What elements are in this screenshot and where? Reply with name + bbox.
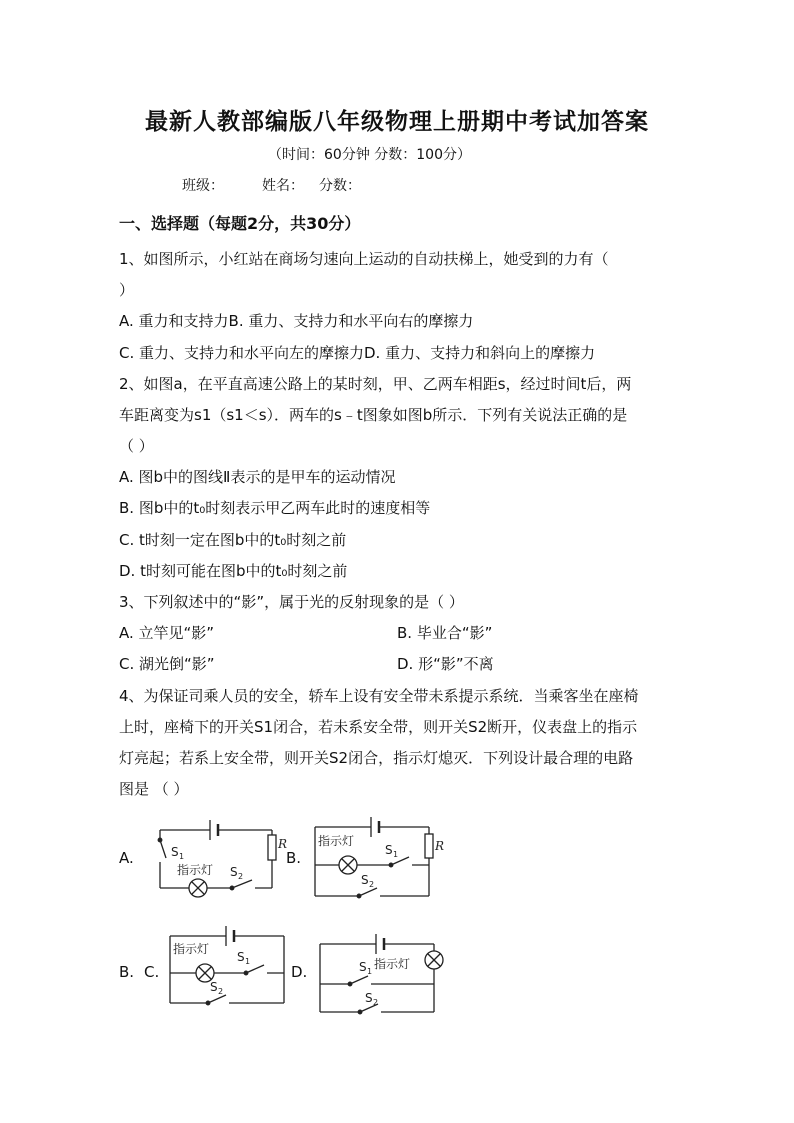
q4-label-d: D. bbox=[291, 963, 308, 981]
switch-s1-letter: S bbox=[359, 960, 367, 974]
switch-s1-letter: S bbox=[171, 845, 179, 859]
switch-s1 bbox=[246, 965, 264, 973]
score-label: 分数： bbox=[319, 178, 361, 194]
circuit-diagram-d bbox=[310, 924, 450, 1019]
q2-stem-line1: 2、如图a，在平直高速公路上的某时刻，甲、乙两车相距s，经过时间t后，两 bbox=[119, 375, 632, 393]
switch-s1 bbox=[350, 976, 368, 984]
q3-option-a: A. 立竿见“影” bbox=[119, 624, 215, 642]
q2-option-a: A. 图b中的图线Ⅱ表示的是甲车的运动情况 bbox=[119, 468, 396, 486]
lamp-label: 指示灯 bbox=[177, 863, 214, 877]
q4-label-c: C. bbox=[144, 963, 160, 981]
switch-s1-sub: 1 bbox=[367, 967, 373, 976]
switch-s2 bbox=[232, 880, 252, 888]
q4-stem-line2: 上时，座椅下的开关S1闭合，若未系安全带，则开关S2断开，仪表盘上的指示 bbox=[119, 718, 638, 736]
switch-s1-sub: 1 bbox=[179, 852, 185, 861]
switch-s2-letter: S bbox=[210, 980, 218, 994]
q4-stem-line4: 图是 （ ） bbox=[119, 780, 189, 798]
section-heading: 一、选择题（每题2分，共30分） bbox=[119, 214, 361, 233]
switch-s2-sub: 2 bbox=[238, 872, 244, 881]
q1-options-cd: C. 重力、支持力和水平向左的摩擦力D. 重力、支持力和斜向上的摩擦力 bbox=[119, 344, 596, 362]
lamp-label: 指示灯 bbox=[374, 957, 411, 971]
resistor-r-label: R bbox=[278, 837, 288, 851]
q3-option-b: B. 毕业合“影” bbox=[397, 624, 493, 642]
q2-option-b: B. 图b中的t₀时刻表示甲乙两车此时的速度相等 bbox=[119, 499, 431, 517]
switch-s2-sub: 2 bbox=[373, 998, 379, 1007]
switch-s2-letter: S bbox=[230, 865, 238, 879]
q2-option-d: D. t时刻可能在图b中的t₀时刻之前 bbox=[119, 562, 348, 580]
q4-label-b: B. bbox=[286, 849, 302, 867]
circuit-diagram-b bbox=[305, 812, 445, 907]
switch-s1-letter: S bbox=[385, 843, 393, 857]
exam-time-score: （时间：60分钟 分数：100分） bbox=[268, 147, 471, 163]
switch-s2-sub: 2 bbox=[218, 987, 224, 996]
resistor-r bbox=[268, 835, 276, 860]
class-label: 班级： bbox=[182, 178, 224, 194]
switch-s1 bbox=[160, 840, 166, 858]
q3-stem: 3、下列叙述中的“影”，属于光的反射现象的是（ ） bbox=[119, 593, 464, 611]
resistor-r-label: R bbox=[435, 839, 445, 853]
q4-label-b-repeat: B. bbox=[119, 963, 135, 981]
q2-stem-line2: 车距离变为s1（s1＜s）．两车的s﹣t图象如图b所示．下列有关说法正确的是 bbox=[119, 406, 628, 424]
page-title: 最新人教部编版八年级物理上册期中考试加答案 bbox=[145, 108, 649, 135]
switch-s2-sub: 2 bbox=[369, 880, 375, 889]
switch-s2-letter: S bbox=[365, 991, 373, 1005]
q4-stem-line1: 4、为保证司乘人员的安全，轿车上设有安全带未系提示系统．当乘客坐在座椅 bbox=[119, 687, 639, 705]
resistor-r bbox=[425, 834, 433, 858]
switch-s1-sub: 1 bbox=[393, 850, 399, 859]
q1-options-ab: A. 重力和支持力B. 重力、支持力和水平向右的摩擦力 bbox=[119, 312, 474, 330]
q2-option-c: C. t时刻一定在图b中的t₀时刻之前 bbox=[119, 531, 347, 549]
name-label: 姓名： bbox=[262, 178, 304, 194]
q1-stem-line2: ） bbox=[119, 281, 135, 299]
lamp-label: 指示灯 bbox=[318, 834, 355, 848]
q4-label-a: A. bbox=[119, 849, 134, 867]
switch-s2 bbox=[208, 995, 226, 1003]
circuit-diagram-c bbox=[160, 920, 300, 1015]
lamp-label: 指示灯 bbox=[173, 942, 210, 956]
q2-stem-line3: （ ） bbox=[119, 437, 154, 455]
switch-s2-letter: S bbox=[361, 873, 369, 887]
switch-s2 bbox=[359, 888, 377, 896]
switch-s1-letter: S bbox=[237, 950, 245, 964]
q3-option-c: C. 湖光倒“影” bbox=[119, 655, 215, 673]
q3-option-d: D. 形“影”不离 bbox=[397, 655, 494, 673]
q4-stem-line3: 灯亮起；若系上安全带，则开关S2闭合，指示灯熄灭．下列设计最合理的电路 bbox=[119, 749, 634, 767]
switch-s1-sub: 1 bbox=[245, 957, 251, 966]
q1-stem-line1: 1、如图所示，小红站在商场匀速向上运动的自动扶梯上，她受到的力有（ bbox=[119, 250, 609, 268]
circuit-diagram-a bbox=[150, 810, 288, 900]
